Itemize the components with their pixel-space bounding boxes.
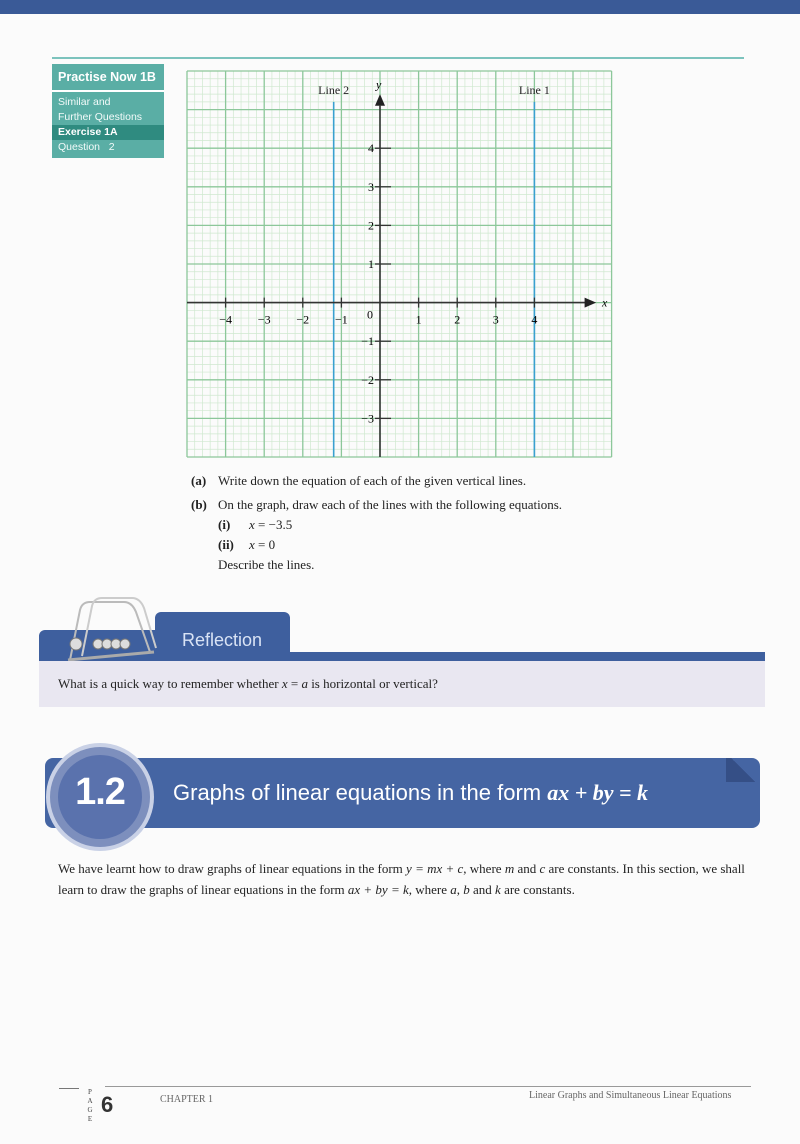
para-text: , — [456, 882, 464, 897]
practise-exercise: Exercise 1A — [52, 125, 164, 140]
y-tick-label: −3 — [361, 411, 374, 426]
x-axis-arrow — [585, 298, 597, 308]
reflection-text-1: What is a quick way to remember whether — [58, 676, 282, 691]
para-text: are constants. In this section, we shall learn to draw the graphs of linear equations in the form — [58, 861, 745, 897]
y-axis-label: y — [376, 77, 382, 92]
para-text: We have learnt how to draw graphs of linear equations in the form — [58, 861, 407, 876]
para-text: and — [514, 861, 540, 876]
y-tick-label: −1 — [361, 334, 374, 349]
question-a-text: Write down the equation of each of the given vertical lines. — [218, 473, 527, 488]
y-tick-label: −2 — [361, 372, 374, 387]
section-title-math: ax + by = k — [547, 780, 649, 805]
question-i-eq: = −3.5 — [254, 517, 293, 532]
chapter-label: CHAPTER 1 — [160, 1094, 214, 1105]
footer-rule-left — [59, 1088, 79, 1089]
question-b-text: On the graph, draw each of the lines with the following equations. — [218, 497, 563, 512]
para-math: b — [463, 882, 470, 897]
para-math: ax + by = k — [347, 882, 409, 897]
practise-line2: Further Questions — [58, 111, 143, 123]
question-ii-eq: = 0 — [254, 537, 276, 552]
page-word — [86, 1088, 94, 1124]
page-letter: E — [87, 1115, 93, 1123]
question-i-var: x — [249, 517, 255, 532]
x-axis-label: x — [601, 295, 608, 310]
intro-paragraph — [58, 858, 758, 900]
practise-question: Question 2 — [58, 141, 115, 153]
reflection-text-3: is horizontal or vertical? — [307, 676, 438, 691]
para-text: and — [469, 882, 496, 897]
series-label: Line 1 — [518, 82, 550, 97]
x-tick-label: 1 — [415, 312, 422, 327]
page-number: 6 — [101, 1092, 114, 1117]
para-math: a — [450, 882, 457, 897]
newtons-cradle-icon — [62, 590, 162, 662]
practise-now-box — [52, 64, 164, 158]
questions — [191, 471, 562, 575]
section-page-curl — [726, 758, 760, 782]
para-math: m — [504, 861, 515, 876]
y-tick-label: 3 — [368, 179, 374, 194]
page-letter: G — [87, 1106, 93, 1114]
reflection-question — [58, 676, 438, 692]
practise-title: Practise Now 1B — [52, 64, 164, 92]
y-tick-label: 4 — [368, 141, 374, 156]
question-b-label: (b) — [191, 497, 207, 512]
question-a-label: (a) — [191, 473, 207, 488]
footer-rule-right — [105, 1086, 751, 1087]
x-tick-label: 4 — [531, 312, 538, 327]
page-letter: P — [88, 1088, 92, 1096]
x-tick-label: −2 — [296, 312, 310, 327]
top-color-bar — [0, 0, 800, 14]
page-letter: A — [87, 1097, 93, 1105]
section-title — [173, 780, 648, 806]
coordinate-graph — [180, 64, 620, 464]
para-text: , where — [408, 882, 451, 897]
teal-rule — [52, 57, 744, 59]
x-tick-label: −4 — [219, 312, 232, 327]
origin-label: 0 — [367, 307, 373, 322]
question-ii-label: (ii) — [218, 537, 234, 552]
x-tick-label: −3 — [257, 312, 271, 327]
para-math: y = mx + c — [406, 861, 464, 876]
reflection-text-2: = — [287, 676, 302, 691]
y-tick-label: 1 — [368, 257, 374, 271]
section-title-text: Graphs of linear equations in the form — [173, 780, 548, 805]
x-tick-label: −1 — [335, 312, 348, 327]
practise-line1: Similar and — [58, 96, 111, 108]
book-title: Linear Graphs and Simultaneous Linear Equations — [529, 1090, 732, 1101]
para-text: are constants. — [500, 882, 575, 897]
x-tick-label: 2 — [454, 312, 461, 327]
para-text: , where — [463, 861, 505, 876]
reflection-var-a: a — [301, 676, 308, 691]
reflection-var-x: x — [281, 676, 288, 691]
question-describe: Describe the lines. — [218, 557, 315, 572]
reflection-title: Reflection — [182, 630, 263, 650]
y-axis-arrow — [375, 94, 385, 106]
para-math: k — [495, 882, 501, 897]
major-grid — [187, 71, 612, 457]
para-math: c — [539, 861, 546, 876]
series-label: Line 2 — [318, 82, 350, 97]
section-number: 1.2 — [75, 771, 125, 813]
question-ii-var: x — [249, 537, 255, 552]
question-i-label: (i) — [218, 517, 231, 532]
y-tick-label: 2 — [368, 218, 374, 233]
x-tick-label: 3 — [492, 312, 499, 327]
